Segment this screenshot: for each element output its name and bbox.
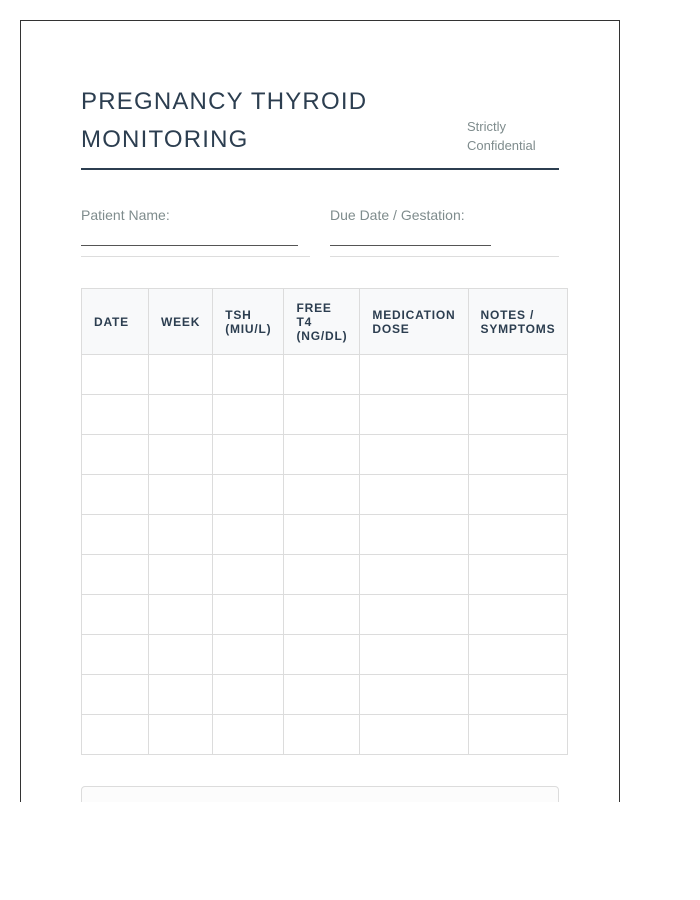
table-cell[interactable] [149, 675, 213, 715]
column-header-medication-dose: MEDICATION DOSE [360, 289, 468, 355]
table-cell[interactable] [149, 475, 213, 515]
table-cell[interactable] [149, 435, 213, 475]
table-row [82, 675, 568, 715]
patient-name-field[interactable] [81, 207, 170, 223]
patient-name-underline [81, 256, 310, 257]
table-cell[interactable] [360, 355, 468, 395]
table-row [82, 475, 568, 515]
table-cell[interactable] [213, 355, 284, 395]
table-header-row [82, 289, 568, 355]
table-cell[interactable] [284, 635, 360, 675]
table-cell[interactable] [284, 355, 360, 395]
table-cell[interactable] [213, 635, 284, 675]
table-cell[interactable] [82, 555, 149, 595]
due-date-blank-line[interactable] [330, 245, 491, 246]
due-date-label: Due Date / Gestation: [330, 207, 465, 223]
table-cell[interactable] [82, 355, 149, 395]
table-cell[interactable] [468, 555, 568, 595]
header-divider [81, 168, 559, 170]
table-cell[interactable] [468, 635, 568, 675]
patient-name-label: Patient Name: [81, 207, 170, 223]
table-cell[interactable] [468, 475, 568, 515]
notes-box[interactable] [81, 786, 559, 802]
due-date-field[interactable] [330, 207, 465, 223]
table-cell[interactable] [284, 515, 360, 555]
table-row [82, 515, 568, 555]
table-row [82, 395, 568, 435]
table-cell[interactable] [82, 395, 149, 435]
table-cell[interactable] [284, 715, 360, 755]
table-row [82, 715, 568, 755]
column-header-tsh: TSH (MIU/L) [213, 289, 284, 355]
table-cell[interactable] [149, 555, 213, 595]
table-cell[interactable] [284, 395, 360, 435]
table-cell[interactable] [360, 715, 468, 755]
table-cell[interactable] [284, 675, 360, 715]
table-cell[interactable] [468, 715, 568, 755]
table-cell[interactable] [213, 475, 284, 515]
table-cell[interactable] [468, 675, 568, 715]
due-date-underline [330, 256, 559, 257]
table-cell[interactable] [149, 715, 213, 755]
table-cell[interactable] [149, 515, 213, 555]
table-cell[interactable] [360, 475, 468, 515]
table-row [82, 355, 568, 395]
table-cell[interactable] [468, 395, 568, 435]
table-row [82, 595, 568, 635]
table-cell[interactable] [360, 395, 468, 435]
table-cell[interactable] [360, 435, 468, 475]
table-cell[interactable] [82, 715, 149, 755]
table-cell[interactable] [284, 475, 360, 515]
table-cell[interactable] [360, 675, 468, 715]
table-cell[interactable] [82, 595, 149, 635]
document-page [20, 20, 620, 802]
table-row [82, 635, 568, 675]
table-cell[interactable] [284, 435, 360, 475]
column-header-notes: NOTES / SYMPTOMS [468, 289, 568, 355]
table-cell[interactable] [213, 555, 284, 595]
table-cell[interactable] [284, 595, 360, 635]
table-cell[interactable] [82, 435, 149, 475]
column-header-free-t4: FREE T4 (NG/DL) [284, 289, 360, 355]
table-cell[interactable] [360, 595, 468, 635]
confidential-line-1: Strictly [467, 119, 506, 134]
table-cell[interactable] [149, 355, 213, 395]
table-cell[interactable] [360, 515, 468, 555]
table-cell[interactable] [360, 635, 468, 675]
table-cell[interactable] [149, 635, 213, 675]
patient-name-blank-line[interactable] [81, 245, 298, 246]
table-cell[interactable] [82, 675, 149, 715]
monitoring-table [81, 288, 568, 755]
table-cell[interactable] [213, 435, 284, 475]
table-cell[interactable] [360, 555, 468, 595]
table-cell[interactable] [149, 395, 213, 435]
page-title: PREGNANCY THYROID MONITORING [81, 88, 368, 153]
table-cell[interactable] [213, 715, 284, 755]
table-row [82, 555, 568, 595]
confidential-line-2: Confidential [467, 138, 536, 153]
table-cell[interactable] [468, 435, 568, 475]
table-cell[interactable] [213, 595, 284, 635]
table-cell[interactable] [82, 475, 149, 515]
column-header-date: DATE [82, 289, 149, 355]
table-cell[interactable] [468, 355, 568, 395]
table-cell[interactable] [213, 675, 284, 715]
table-cell[interactable] [213, 515, 284, 555]
table-cell[interactable] [468, 515, 568, 555]
confidential-note [467, 117, 536, 155]
table-cell[interactable] [468, 595, 568, 635]
table-row [82, 435, 568, 475]
table-cell[interactable] [213, 395, 284, 435]
column-header-week: WEEK [149, 289, 213, 355]
table-cell[interactable] [149, 595, 213, 635]
table-cell[interactable] [284, 555, 360, 595]
table-cell[interactable] [82, 635, 149, 675]
table-cell[interactable] [82, 515, 149, 555]
